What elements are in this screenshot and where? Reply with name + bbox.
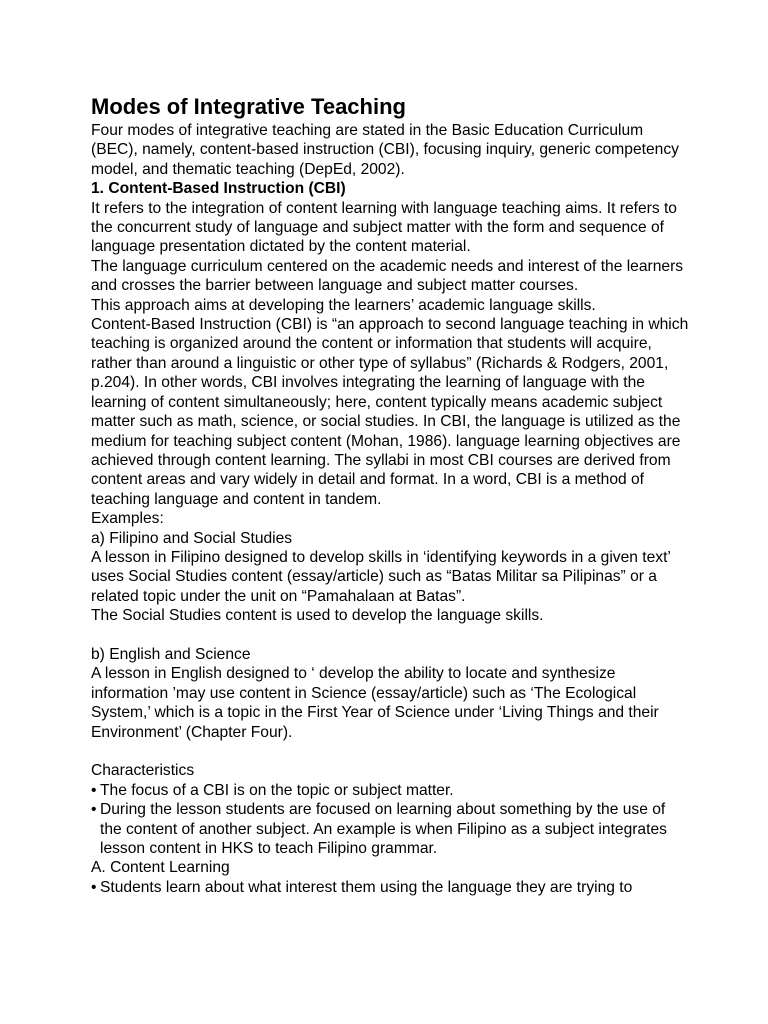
characteristics-list xyxy=(91,781,691,859)
cbi-paragraph-4: Content-Based Instruction (CBI) is “an approach to second language teaching in which teaching is organized around the content or information that students will acquire, rather than around a linguistic or other type of syllabus” (Richards & Rodgers, 2001, p.204). In other words, CBI involves integrating the learning of language with the learning of content simultaneously; here, content typically means academic subject matter such as math, science, or social studies. In CBI, the language is utilized as the medium for teaching subject content (Mohan, 1986). language learning objectives are achieved through content learning. The syllabi in most CBI courses are derived from content areas and vary widely in detail and format. In a word, CBI is a method of teaching language and content in tandem. xyxy=(91,316,689,508)
intro-paragraph: Four modes of integrative teaching are stated in the Basic Education Curriculum (BEC), namely, content-based instruction (CBI), focusing inquiry, generic competency model, and thematic teaching (DepEd, 2002). xyxy=(91,122,679,178)
list-item: • Students learn about what interest them using the language they are trying to xyxy=(91,878,691,897)
list-item: • The focus of a CBI is on the topic or subject matter. xyxy=(91,781,691,800)
list-item: • During the lesson students are focused on learning about something by the use of the content of another subject. An example is when Filipino as a subject integrates lesson content in HKS to teach Filipino grammar. xyxy=(91,800,691,858)
example-a-text: A lesson in Filipino designed to develop skills in ‘identifying keywords in a given text’ uses Social Studies content (essay/article) such as “Batas Militar sa Pilipinas” or a related topic under the unit on “Pamahalaan at Batas”. xyxy=(91,548,671,605)
section-heading-cbi: 1. Content-Based Instruction (CBI) xyxy=(91,180,346,198)
example-a-text-2: The Social Studies content is used to develop the language skills. xyxy=(91,607,544,625)
page-title: Modes of Integrative Teaching xyxy=(91,94,406,119)
content-learning-list xyxy=(91,878,691,897)
cbi-paragraph-1: It refers to the integration of content learning with language teaching aims. It refers to the concurrent study of language and subject matter with the form and sequence of language presentation dictated by the content material. xyxy=(91,199,677,256)
cbi-paragraph-2: The language curriculum centered on the academic needs and interest of the learners and crosses the barrier between language and subject matter courses. xyxy=(91,257,684,295)
document-body xyxy=(91,93,691,897)
spacer xyxy=(91,626,691,645)
example-a-title: a) Filipino and Social Studies xyxy=(91,529,293,547)
content-learning-heading: A. Content Learning xyxy=(91,859,230,877)
examples-label: Examples: xyxy=(91,510,164,528)
characteristics-label: Characteristics xyxy=(91,762,195,780)
cbi-paragraph-3: This approach aims at developing the learners’ academic language skills. xyxy=(91,296,596,314)
example-b-title: b) English and Science xyxy=(91,645,251,663)
example-b-text: A lesson in English designed to ‘ develop the ability to locate and synthesize information ’may use content in Science (essay/article) such as ‘The Ecological System,’ which is a topic in the First Year of Science under ‘Living Things and their Environment’ (Chapter Four). xyxy=(91,665,659,741)
spacer xyxy=(91,742,691,761)
